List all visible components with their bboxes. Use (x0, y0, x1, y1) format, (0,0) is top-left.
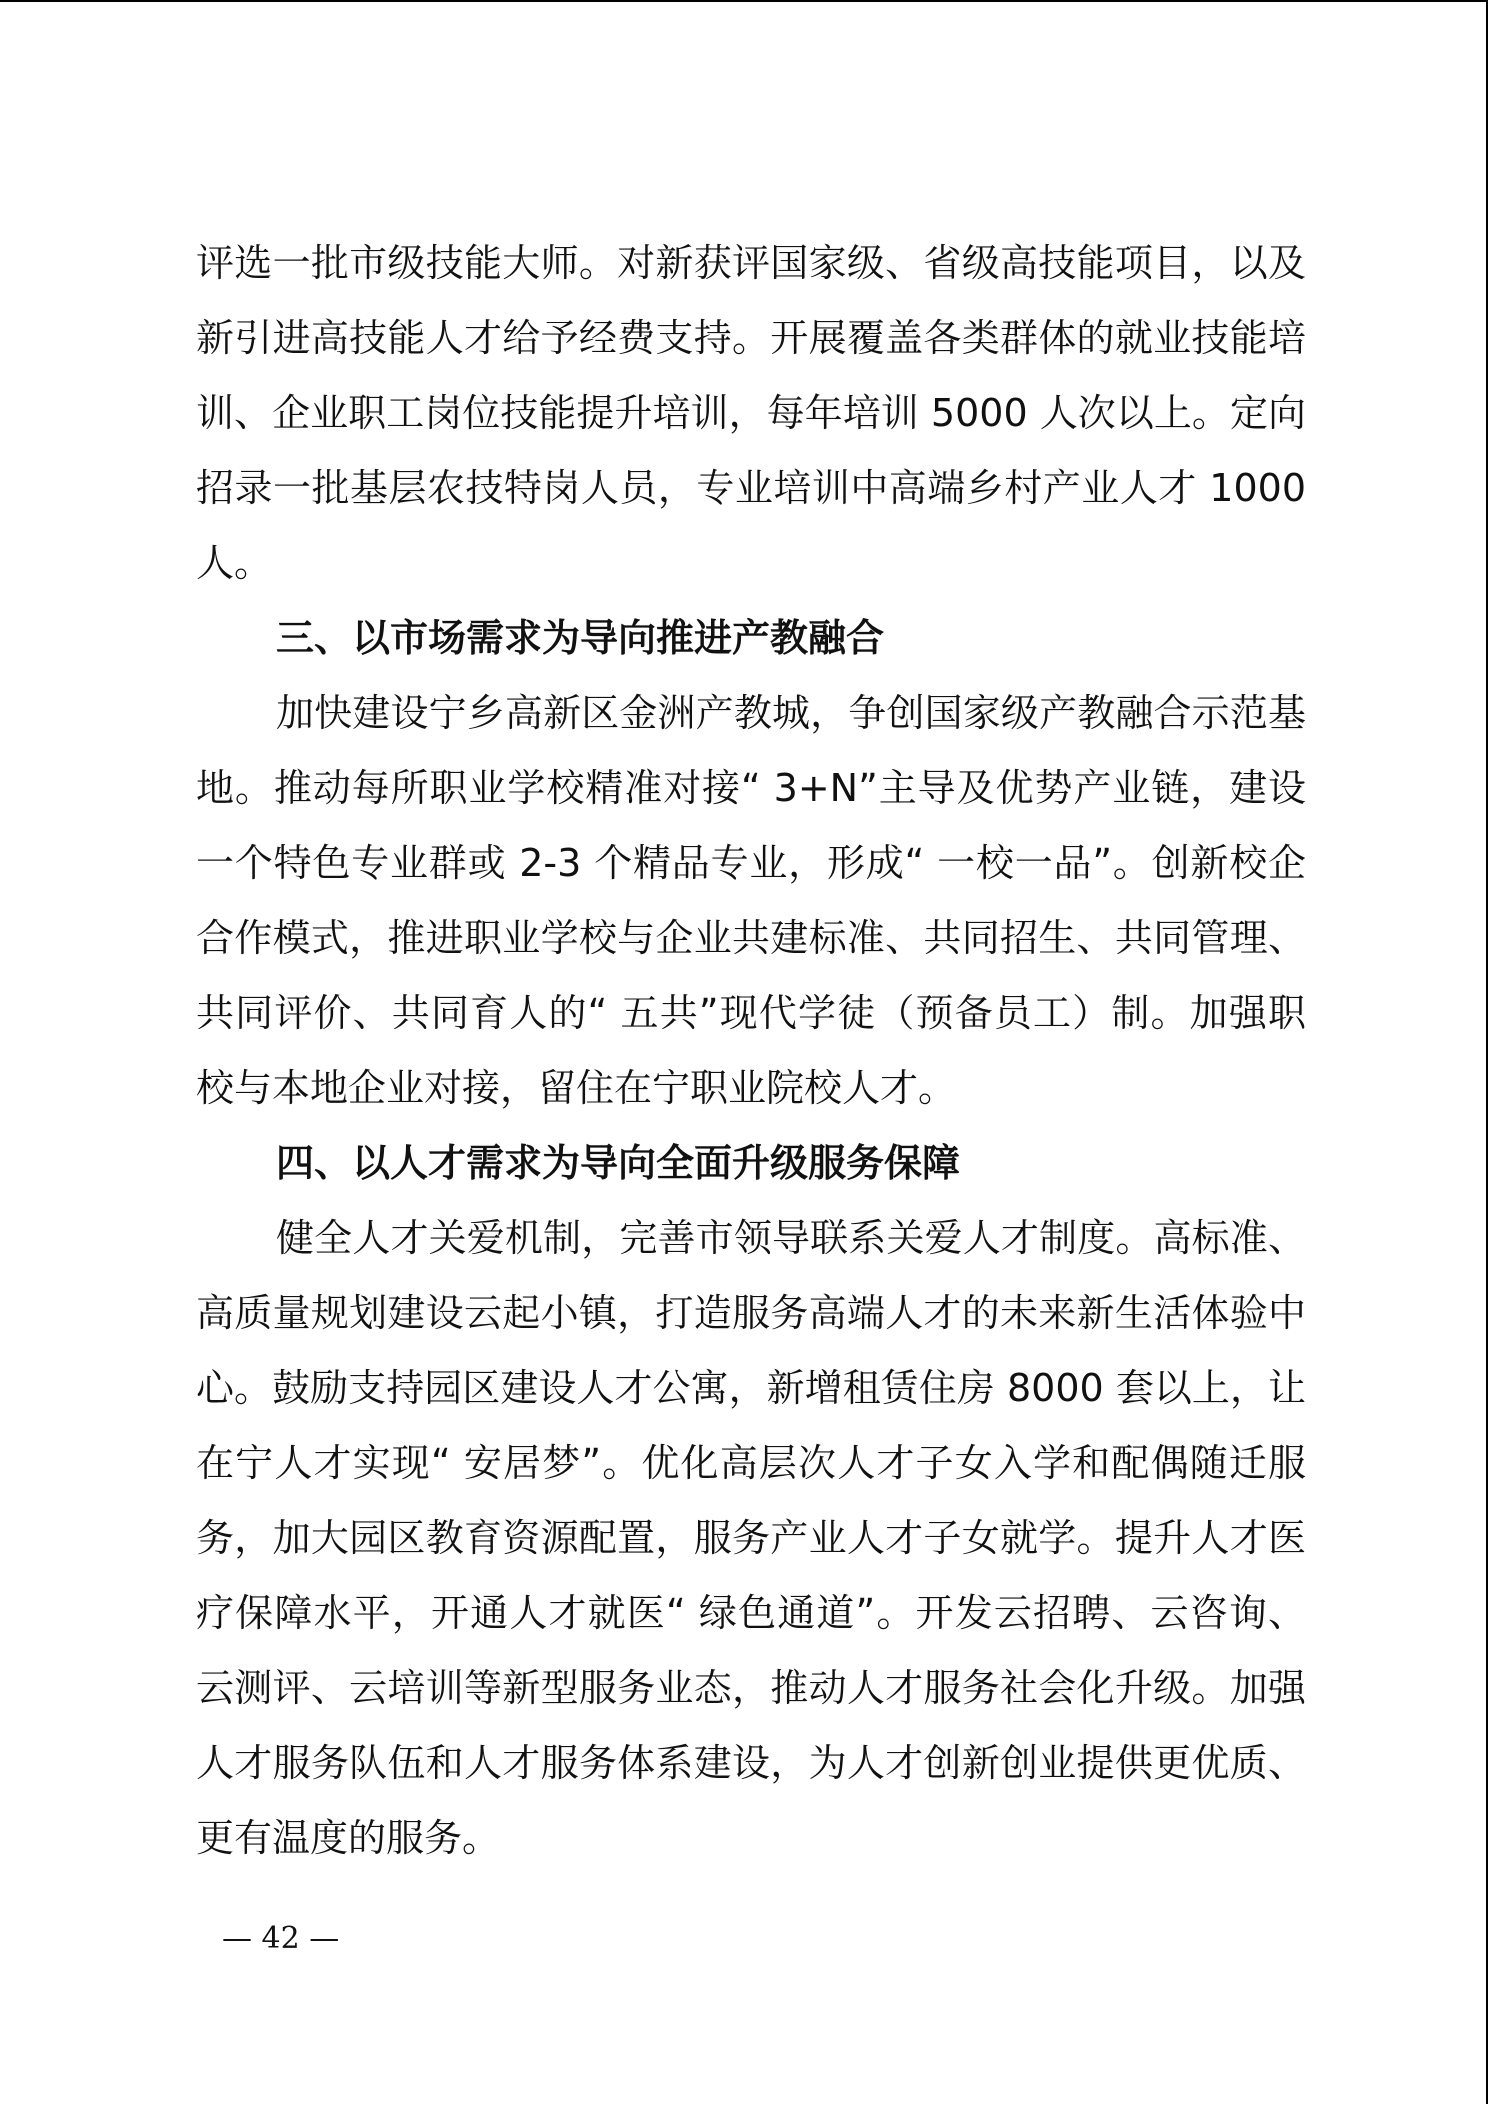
top-border (0, 0, 1488, 2)
paragraph-1: 评选一批市级技能大师。对新获评国家级、省级高技能项目，以及新引进高技能人才给予经费支持。开展覆盖各类群体的就业技能培训、企业职工岗位技能提升培训，每年培训 5000 人次以上。定向招录一批基层农技特岗人员，专业培训中高端乡村产业人才 1000 人。 (196, 241, 1306, 585)
page-number: — 42 — (222, 1921, 340, 1956)
paragraph-3: 健全人才关爱机制，完善市领导联系关爱人才制度。高标准、高质量规划建设云起小镇，打造服务高端人才的未来新生活体验中心。鼓励支持园区建设人才公寓，新增租赁住房 8000 套以上，让在宁人才实现“ 安居梦”。优化高层次人才子女入学和配偶随迁服务，加大园区教育资源配置，服务产业人才子女就学。提升人才医疗保障水平，开通人才就医“ 绿色通道”。开发云招聘、云咨询、云测评、云培训等新型服务业态，推动人才服务社会化升级。加强人才服务队伍和人才服务体系建设，为人才创新创业提供更优质、更有温度的服务。 (196, 1216, 1306, 1860)
paragraph-2: 加快建设宁乡高新区金洲产教城，争创国家级产教融合示范基地。推动每所职业学校精准对接“ 3+N”主导及优势产业链，建设一个特色专业群或 2-3 个精品专业，形成“ 一校一品”。创新校企合作模式，推进职业学校与企业共建标准、共同招生、共同管理、共同评价、共同育人的“ 五共”现代学徒（预备员工）制。加强职校与本地企业对接，留住在宁职业院校人才。 (196, 691, 1306, 1110)
section-heading-4: 四、以人才需求为导向全面升级服务保障 (276, 1141, 961, 1185)
document-body (196, 226, 1306, 1876)
section-heading-3: 三、以市场需求为导向推进产教融合 (276, 616, 885, 660)
